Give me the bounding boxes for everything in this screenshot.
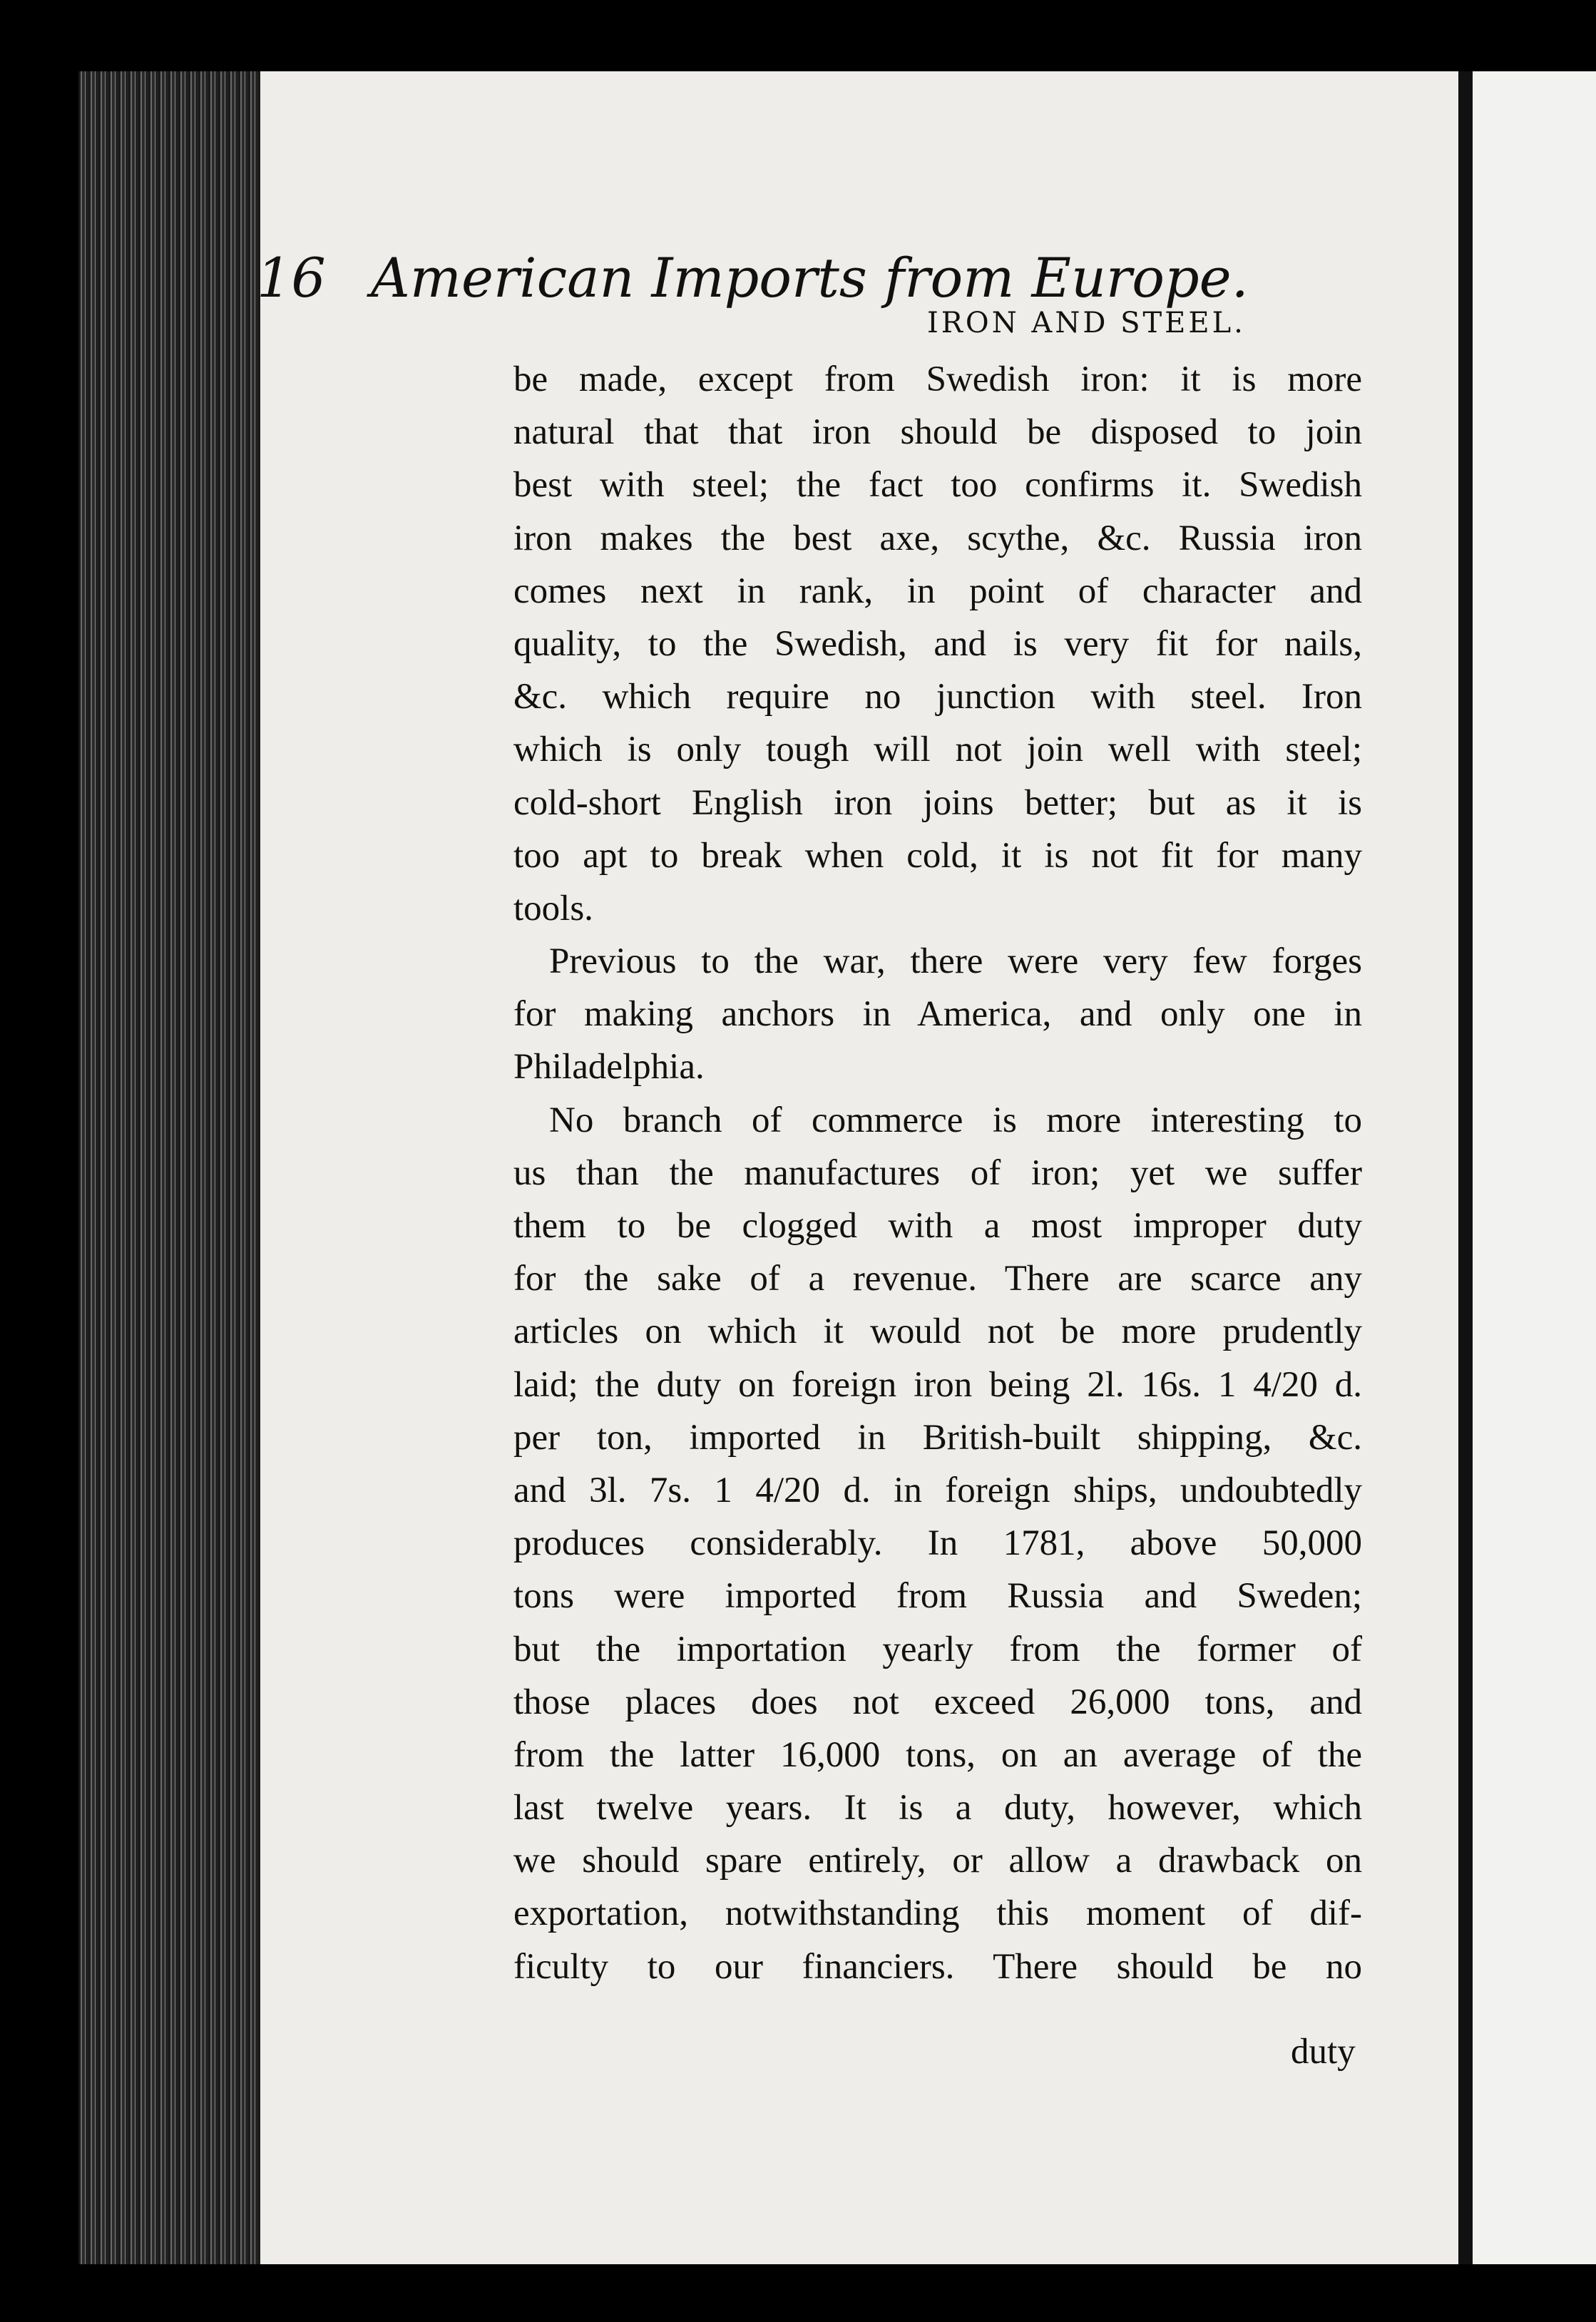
book-page-edges [78,71,264,2264]
text-line: laid; the duty on foreign iron being 2l. 16s. 1 4/20 d. [513,1364,1362,1405]
page-number: 16 [257,246,326,310]
body-text [513,353,1362,1993]
text-line: best with steel; the fact too confirms it. Swedish [513,465,1362,506]
text-line: for the sake of a revenue. There are scarce any [513,1259,1362,1299]
section-heading: IRON AND STEEL. [927,307,1246,339]
text-line: but the importation yearly from the former of [513,1629,1362,1669]
text-line: No branch of commerce is more interesting to [549,1100,1362,1140]
text-line: Philadelphia. [513,1047,705,1088]
text-line: natural that that iron should be disposed to join [513,412,1362,453]
text-line: for making anchors in America, and only one in [513,994,1362,1035]
text-line: cold-short English iron joins better; but as it is [513,782,1362,823]
text-line: from the latter 16,000 tons, on an average of the [513,1734,1362,1775]
text-line: and 3l. 7s. 1 4/20 d. in foreign ships, undoubtedly [513,1470,1362,1510]
catchword: duty [1291,2032,1356,2072]
text-line: produces considerably. In 1781, above 50,000 [513,1523,1362,1564]
text-line: exportation, notwithstanding this moment of dif- [513,1893,1362,1934]
text-line: &c. which require no junction with steel. Iron [513,677,1362,717]
gutter-shadow [1458,71,1474,2264]
text-line: tons were imported from Russia and Sweden; [513,1576,1362,1617]
text-line: articles on which it would not be more prudently [513,1311,1362,1352]
text-line: be made, except from Swedish iron: it is more [513,359,1362,399]
facing-page-edge [1473,71,1596,2264]
text-line: ficulty to our financiers. There should be no [513,1946,1362,1987]
text-line: we should spare entirely, or allow a drawback on [513,1841,1362,1881]
text-line: last twelve years. It is a duty, however, which [513,1788,1362,1829]
text-line: those places does not exceed 26,000 tons, and [513,1682,1362,1722]
text-line: comes next in rank, in point of character and [513,571,1362,611]
text-line: Previous to the war, there were very few forges [549,941,1362,982]
text-line: too apt to break when cold, it is not fit for many [513,835,1362,876]
text-line: iron makes the best axe, scythe, &c. Russia iron [513,518,1362,558]
text-line: which is only tough will not join well with steel; [513,730,1362,770]
running-title: American Imports from Europe. [371,246,1249,310]
text-line: quality, to the Swedish, and is very fit for nails, [513,623,1362,664]
text-line: tools. [513,888,593,929]
text-line: us than the manufactures of iron; yet we suffer [513,1152,1362,1193]
text-line: per ton, imported in British-built shipping, &c. [513,1417,1362,1458]
text-line: them to be clogged with a most improper duty [513,1206,1362,1246]
